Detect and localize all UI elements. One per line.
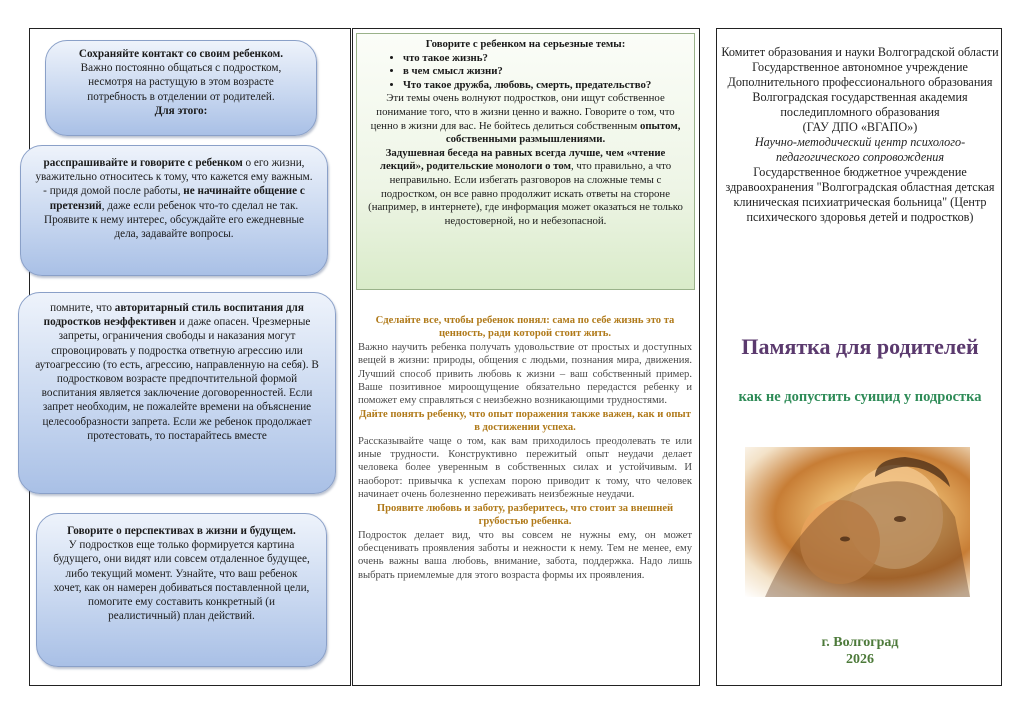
future-heading: Говорите о перспективах в жизни и будущем. [67, 525, 296, 537]
topic-item: • что такое жизнь? [403, 52, 686, 66]
failure-heading: Дайте понять ребенку, что опыт поражения также важен, как и опыт в достижении успеха. [359, 408, 691, 434]
org-hospital: Государственное бюджетное учреждение здравоохранения "Волгоградская областная детская клиническая психиатрическая больница" (Центр психического здоровья детей и подростков) [725, 165, 995, 224]
org-center: Научно-методический центр психолого-педагогического сопровождения [754, 135, 966, 164]
love-care-heading: Проявите любовь и заботу, разберитесь, что стоит за внешней грубостью ребенка. [376, 502, 674, 528]
photo-illustration [745, 447, 970, 597]
middle-lower-text [358, 314, 692, 582]
life-value-text: Важно научить ребенка получать удовольствие от простых и доступных вещей в жизни: природы, общения с людьми, познания мира, движения. Лучший способ привить любовь к жизни – ваш собственный пример. Ваше позитивное мироощущение обязательно передастся ребенку и поможет ему справляться с неизбежно возникающими трудностями. [358, 341, 692, 407]
future-text: У подростков еще только формируется картина будущего, они видят или совсем отдаленное будущее, либо текущий момент. Узнайте, что ваш ребенок хочет, как он намерен добиваться поставленной цели, помогите ему составить конкретный (и реалистичный) план действий. [53, 539, 310, 623]
org-academy: Волгоградская государственная академия последипломного образования [752, 90, 968, 119]
contact-footer: Для этого: [154, 104, 208, 117]
org-autonomous: Государственное автономное учреждение Дополнительного профессионального образования [727, 60, 993, 89]
brochure-title: Памятка для родителей [741, 334, 979, 359]
life-value-heading: Сделайте все, чтобы ребенок понял: сама по себе жизнь это та ценность, ради которой стоит жить. [375, 315, 675, 340]
serious-topics-panel [356, 33, 695, 290]
experience-bold: опытом, собственными размышлениями. [445, 119, 681, 146]
heart-talk-rest: , что правильно, а что неправильно. Если избегать разговоров на сложные темы с подростком, он все равно продолжит искать ответы на стороне (например, в интернете), где информация может оказаться не только недостоверной, но и небезопасной. [368, 160, 683, 227]
topic-item: • в чем смысл жизни? [403, 65, 686, 79]
city-name: г. Волгоград [821, 635, 899, 650]
authoritarian-box [18, 292, 336, 494]
serious-heading: Говорите с ребенком на серьезные темы: [425, 38, 626, 50]
organizations-block [720, 45, 1000, 225]
org-committee: Комитет образования и науки Волгоградской области [721, 45, 999, 59]
home-rest: , даже если ребенок что-то сделал не так. [101, 199, 299, 212]
authoritarian-rest: и даже опасен. Чрезмерные запреты, ограничения свободы и наказания могут спровоцировать у подростка ответную агрессию или аутоагрессию (то есть, агрессию, направленную на себя). В подростковом возрасте предпочтительной формой воспитания является заключение договоренностей. Если запрет необходим, не пожалейте времени на объяснение целесообразности запрета. Если же ребенок продолжает протестовать, то постарайтесь вместе [35, 316, 319, 442]
city-year [720, 634, 1000, 668]
failure-text: Рассказывайте чаще о том, как вам приходилось преодолевать те или иные трудности. Конструктивно пережитый опыт неудачи делает человека более уверенным в собственных силах и устойчивым. И наоборот: привычка к успехам порою приводит к тому, что человек начинает очень болезненно переживать неизбежные неудачи. [358, 435, 692, 501]
ask-rest: о его жизни, уважительно относитесь к тому, что кажется ему важным. [35, 157, 313, 184]
mother-child-photo [745, 447, 970, 597]
heart-talk-bold: Задушевная беседа на равных всегда лучше, чем «чтение лекций», родительские монологи о том [379, 146, 666, 173]
home-start: - придя домой после работы, [43, 185, 184, 198]
interest-text: Проявите к нему интерес, обсуждайте его ежедневные дела, задавайте вопросы. [43, 213, 304, 241]
topics-list [365, 52, 686, 93]
year: 2026 [846, 652, 874, 667]
topic-item: • Что такое дружба, любовь, смерть, предательство? [403, 79, 686, 93]
contact-heading: Сохраняйте контакт со своим ребенком. [78, 48, 284, 60]
topics-text: Эти темы очень волнуют подростков, они ищут собственное понимание того, что в жизни ценно и важно. Говорите о том, что ценно в жизни для вас. Не бойтесь делиться собственным [370, 92, 675, 132]
home-bold: не начинайте общение с претензий [49, 185, 305, 212]
contact-text: Важно постоянно общаться с подростком, несмотря на растущую в этом возрасте потребность в отделении от родителей. [80, 62, 282, 103]
org-abbrev: (ГАУ ДПО «ВГАПО») [802, 120, 918, 134]
remember-start: помните, что [50, 302, 115, 314]
ask-talk-box [20, 145, 328, 276]
contact-box [45, 40, 317, 136]
future-box [36, 513, 327, 667]
ask-bold: расспрашивайте и говорите с ребенком [43, 157, 243, 169]
love-care-text: Подросток делает вид, что вы совсем не нужны ему, он может обесценивать проявления заботы и нежности к нему. Тем не менее, ему очень важны ваша любовь, внимание, забота, поддержка. Надо лишь выбрать приемлемые для этого возраста формы их проявления. [358, 529, 692, 581]
authoritarian-bold: авторитарный стиль воспитания для подростков неэффективен [43, 302, 304, 329]
brochure-subtitle: как не допустить суицид у подростка [738, 389, 982, 405]
